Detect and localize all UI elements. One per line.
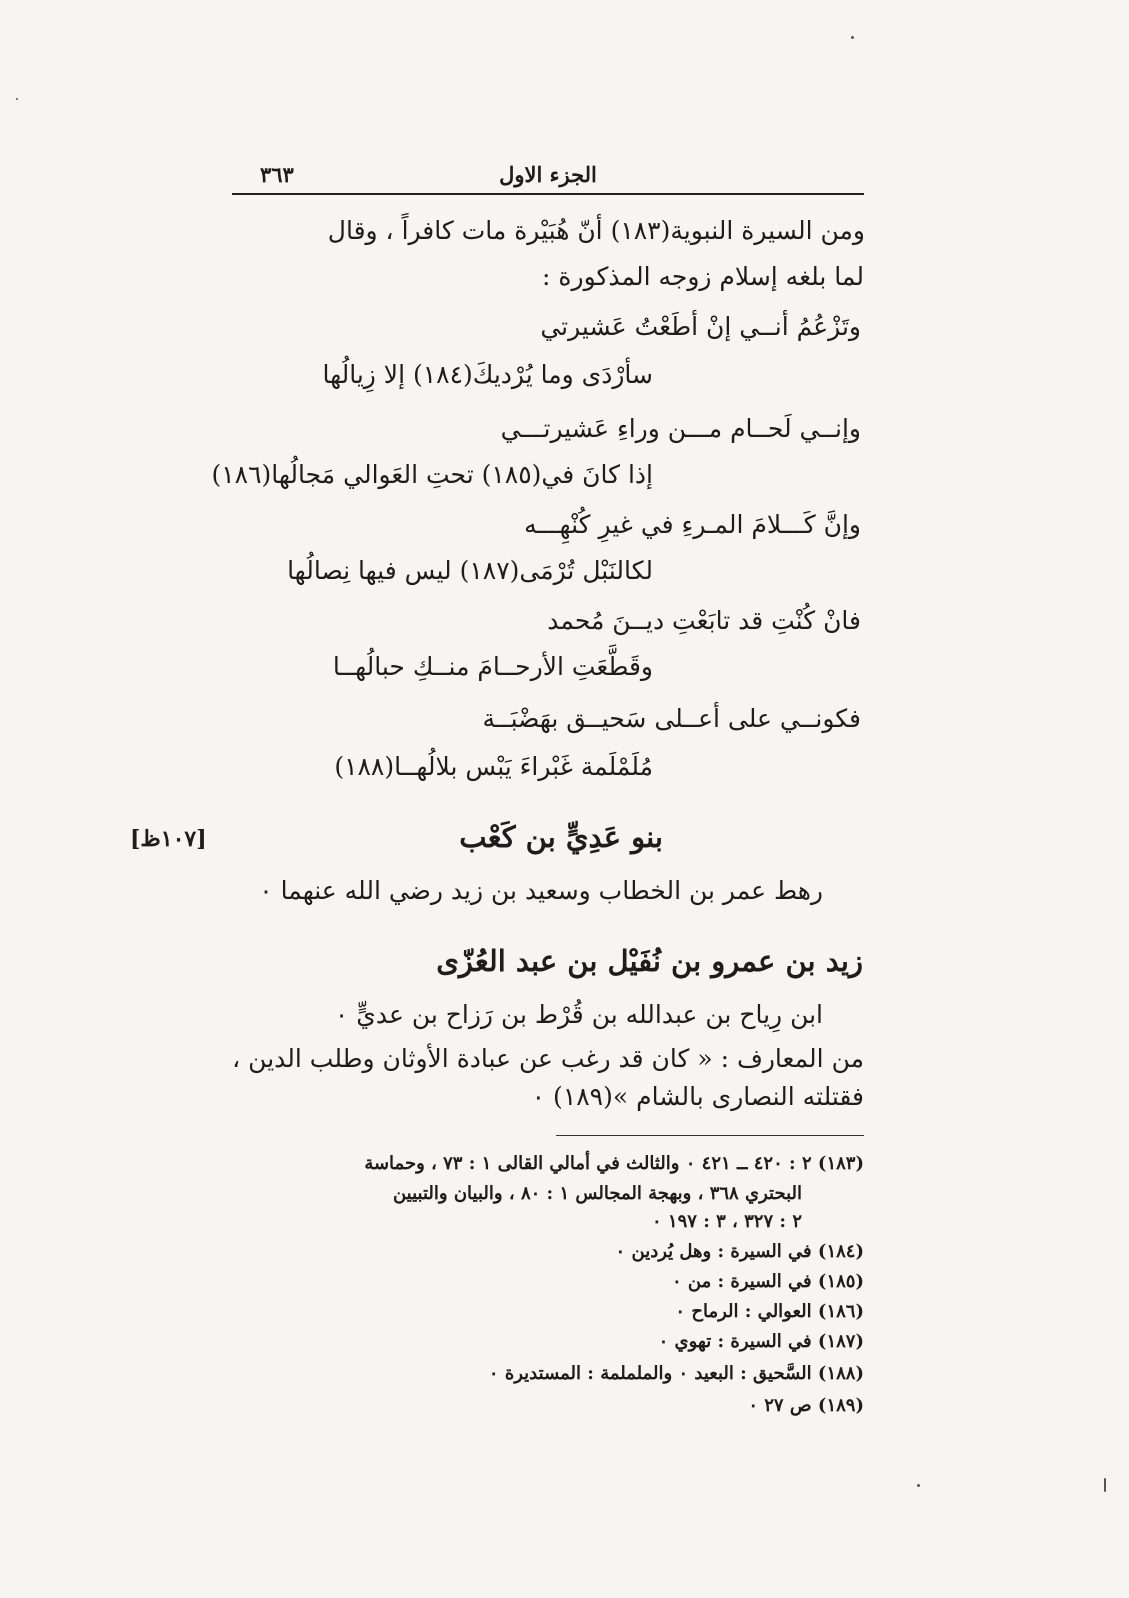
- footnote-text: في السيرة : تهوي ٠: [658, 1331, 812, 1352]
- footnote-number: (١٨٧): [817, 1331, 864, 1352]
- verse-2-first: وإنــي لَحــام مـــن وراءِ عَشيرتـــي: [500, 414, 861, 443]
- verse-4-first: فانْ كُنْتِ قد تابَعْتِ ديــنَ مُحمد: [547, 606, 861, 635]
- footnote-number: (١٨٨): [817, 1363, 864, 1384]
- verse-5-second: مُلَمْلَمة غَبْراءَ يَبْس بلالُهــا(١٨٨): [334, 752, 653, 781]
- footnote-186: [236, 1298, 864, 1325]
- footnote-number: (١٨٩): [817, 1395, 864, 1416]
- footnote-text: ص ٢٧ ٠: [748, 1395, 812, 1416]
- intro-line-1: ومن السيرة النبوية(١٨٣) أنّ هُبَيْرة مات كافراً ، وقال: [327, 216, 865, 245]
- section-heading-bani-adi: بنو عَدِيٍّ بن كَعْب: [459, 820, 663, 854]
- header-title: الجزء الاول: [499, 162, 597, 187]
- footnote-number: (١٨٦): [817, 1301, 864, 1322]
- footnote-text: ٢ : ٤٢٠ ــ ٤٢١ ٠ والثالث في أمالي القالى ١ : ٧٣ ، وحماسة: [364, 1153, 812, 1174]
- footnote-text: العوالي : الرماح ٠: [675, 1301, 812, 1322]
- manuscript-folio-ref: [١٠٧ظ]: [130, 826, 207, 852]
- footnote-number: (١٨٥): [817, 1271, 864, 1292]
- header-rule: [232, 193, 864, 195]
- footnote-189: [236, 1392, 864, 1419]
- verse-5-first: فكونــي على أعــلى سَحيــق بهَضْبَــة: [482, 704, 861, 733]
- footnote-number: (١٨٣): [817, 1153, 864, 1174]
- verse-2-second: إذا كانَ في(١٨٥) تحتِ العَوالي مَجالُها(١٨٦): [211, 460, 653, 489]
- footnote-183-cont-2: [236, 1208, 864, 1235]
- footnote-text: السَّحيق : البعيد ٠ والململمة : المستديرة ٠: [488, 1363, 812, 1384]
- scan-speck: [1104, 1478, 1106, 1492]
- footnote-184: [236, 1238, 864, 1265]
- verse-1-first: وتَزْعُمُ أنــي إنْ أطَعْتُ عَشيرتي: [540, 312, 861, 341]
- footnote-number: (١٨٤): [817, 1241, 864, 1262]
- verse-3-first: وإنَّ كَـــلامَ المـرءِ في غيرِ كُنْهِـــه: [524, 510, 861, 539]
- section-1-text: رهط عمر بن الخطاب وسعيد بن زيد رضي الله عنهما ٠: [259, 876, 823, 905]
- footnote-185: [236, 1268, 864, 1295]
- footnote-183-cont-1: [236, 1180, 864, 1207]
- section-2-line-3: فقتلته النصارى بالشام »(١٨٩) ٠: [531, 1082, 864, 1111]
- verse-1-second: سأرْدَى وما يُرْديكَ(١٨٤) إلا زِيالُها: [322, 360, 653, 389]
- section-heading-zayd: زيد بن عمرو بن نُفَيْل بن عبد العُزّى: [436, 944, 863, 978]
- running-header: [232, 162, 864, 194]
- scan-speck: [917, 1484, 920, 1487]
- intro-line-2: لما بلغه إسلام زوجه المذكورة :: [542, 262, 864, 291]
- footnote-188: [236, 1360, 864, 1387]
- footnote-text: البحتري ٣٦٨ ، وبهجة المجالس ١ : ٨٠ ، والبيان والتبيين: [392, 1183, 802, 1204]
- page-number: ٣٦٣: [260, 162, 294, 187]
- verse-3-second: لكالنَبْل تُرْمَى(١٨٧) ليس فيها نِصالُها: [287, 556, 653, 585]
- footnote-rule: [556, 1135, 864, 1136]
- verse-4-second: وقَطَّعَتِ الأرحــامَ منــكِ حبالُهــا: [332, 652, 653, 681]
- section-2-line-1: ابن رِياح بن عبدالله بن قُرْط بن رَزاح بن عديٍّ ٠: [334, 1000, 823, 1029]
- footnote-text: في السيرة : من ٠: [671, 1271, 812, 1292]
- scan-speck: [851, 36, 854, 39]
- footnote-text: ٢ : ٣٢٧ ، ٣ : ١٩٧ ٠: [651, 1211, 802, 1232]
- footnote-text: في السيرة : وهل يُردين ٠: [615, 1241, 812, 1262]
- footnote-187: [236, 1328, 864, 1355]
- scan-speck: [16, 98, 18, 100]
- footnote-183: [236, 1150, 864, 1177]
- section-2-line-2: من المعارف : « كان قد رغب عن عبادة الأوثان وطلب الدين ،: [232, 1044, 864, 1073]
